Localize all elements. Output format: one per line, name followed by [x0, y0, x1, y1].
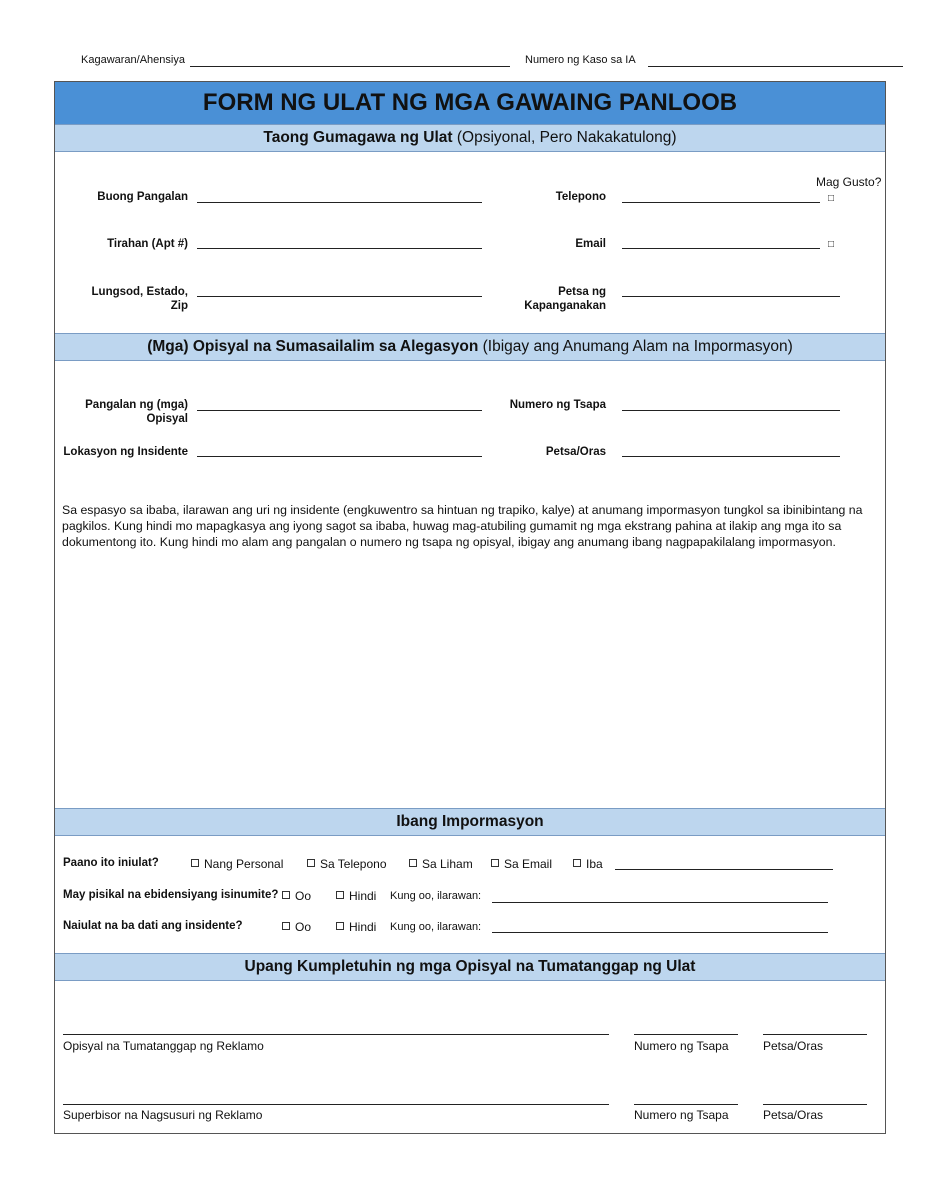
option-letter-label: Sa Liham: [422, 857, 473, 871]
receiving-officer-signature-line[interactable]: [63, 1034, 609, 1035]
email-preferred-checkbox[interactable]: □: [828, 239, 835, 250]
officer-badge-label: Numero ng Tsapa: [509, 399, 606, 411]
officer-name-field[interactable]: [197, 410, 482, 411]
address-label: Tirahan (Apt #): [107, 238, 188, 250]
supervisor-badge-label: Numero ng Tsapa: [634, 1108, 729, 1122]
officer-name-label-line1: Pangalan ng (mga): [85, 399, 188, 411]
incident-location-label: Lokasyon ng Insidente: [63, 446, 188, 458]
evidence-describe-field[interactable]: [492, 902, 828, 903]
case-number-input-line[interactable]: [648, 66, 903, 67]
reporter-section-header: [55, 124, 885, 152]
prior-yes-option[interactable]: [282, 920, 311, 934]
prior-describe-label: Kung oo, ilarawan:: [390, 921, 482, 933]
birthdate-label-line1: Petsa ng: [558, 286, 606, 298]
city-state-zip-field[interactable]: [197, 296, 482, 297]
incident-datetime-label: Petsa/Oras: [545, 446, 606, 458]
evidence-no-option[interactable]: [336, 889, 376, 903]
prior-describe-field[interactable]: [492, 932, 828, 933]
officer-section-note: (Ibigay ang Anumang Alam na Impormasyon): [482, 338, 793, 355]
reporter-section-note: (Opsiyonal, Pero Nakakatulong): [456, 129, 677, 146]
evidence-yes-label: Oo: [295, 889, 312, 903]
city-label-line1: Lungsod, Estado,: [91, 286, 188, 298]
checkbox-icon: [191, 859, 199, 867]
reporter-section-title: Taong Gumagawa ng Ulat: [263, 129, 453, 146]
receiving-datetime-line[interactable]: [763, 1034, 867, 1035]
birthdate-field[interactable]: [622, 296, 840, 297]
department-input-line[interactable]: [190, 66, 510, 67]
receiving-datetime-label: Petsa/Oras: [763, 1039, 824, 1053]
checkbox-icon: [491, 859, 499, 867]
incident-instructions: Sa espasyo sa ibaba, ilarawan ang uri ng insidente (engkuwentro sa hintuan ng trapiko, kalye) at anumang impormasyon tungkol sa ibinibintang na pagkilos. Kung hindi mo mapagkasya ang iyong sagot sa ibaba, huwag mag-atubiling gumamit ng mga ekstrang pahina at ilakip ang mga ito sa dokumentong ito. Kung hindi mo alam ang pangalan o numero ng tsapa ng opisyal, ibigay ang anumang ibang nagpapakilalang impormasyon.: [62, 503, 863, 549]
evidence-yes-option[interactable]: [282, 889, 311, 903]
option-in-person-label: Nang Personal: [204, 857, 284, 871]
full-name-label: Buong Pangalan: [97, 191, 188, 203]
officer-name-label: [60, 398, 188, 426]
form-title: FORM NG ULAT NG MGA GAWAING PANLOOB: [55, 82, 885, 124]
phone-label: Telepono: [555, 191, 606, 203]
officer-name-label-line2: Opisyal: [146, 413, 188, 425]
department-label: Kagawaran/Ahensiya: [81, 54, 185, 66]
evidence-no-label: Hindi: [349, 889, 377, 903]
receiving-section-header: [55, 953, 885, 981]
how-reported-label: Paano ito iniulat?: [63, 857, 159, 869]
incident-location-field[interactable]: [197, 456, 482, 457]
prior-report-label: Naiulat na ba dati ang insidente?: [63, 920, 243, 932]
officer-section-title: (Mga) Opisyal na Sumasailalim sa Alegasyon: [147, 338, 479, 355]
preferred-contact-label: Mag Gusto?: [816, 175, 882, 189]
supervisor-badge-line[interactable]: [634, 1104, 738, 1105]
officer-section-header: [55, 333, 885, 361]
receiving-badge-label: Numero ng Tsapa: [634, 1039, 729, 1053]
option-in-person[interactable]: [191, 857, 283, 871]
incident-datetime-field[interactable]: [622, 456, 840, 457]
birthdate-label-line2: Kapanganakan: [524, 300, 606, 312]
address-field[interactable]: [197, 248, 482, 249]
checkbox-icon: [282, 891, 290, 899]
evidence-label: May pisikal na ebidensiyang isinumite?: [63, 889, 279, 901]
email-label: Email: [575, 238, 606, 250]
checkbox-icon: [336, 891, 344, 899]
option-phone-label: Sa Telepono: [320, 857, 387, 871]
other-info-header: [55, 808, 885, 836]
incident-description-area[interactable]: [60, 575, 880, 800]
prior-no-label: Hindi: [349, 920, 377, 934]
supervisor-label: Superbisor na Nagsusuri ng Reklamo: [63, 1108, 263, 1122]
option-letter[interactable]: [409, 857, 473, 871]
birthdate-label: [500, 285, 606, 313]
supervisor-datetime-label: Petsa/Oras: [763, 1108, 824, 1122]
prior-no-option[interactable]: [336, 920, 376, 934]
phone-preferred-checkbox[interactable]: □: [828, 193, 835, 204]
checkbox-icon: [573, 859, 581, 867]
full-name-field[interactable]: [197, 202, 482, 203]
checkbox-icon: [282, 922, 290, 930]
option-phone[interactable]: [307, 857, 387, 871]
other-info-title: Ibang Impormasyon: [396, 813, 544, 830]
option-email[interactable]: [491, 857, 552, 871]
case-number-label: Numero ng Kaso sa IA: [525, 54, 636, 66]
checkbox-icon: [409, 859, 417, 867]
checkbox-icon: [336, 922, 344, 930]
email-field[interactable]: [622, 248, 820, 249]
phone-field[interactable]: [622, 202, 820, 203]
officer-badge-field[interactable]: [622, 410, 840, 411]
option-other-label: Iba: [586, 857, 603, 871]
supervisor-signature-line[interactable]: [63, 1104, 609, 1105]
evidence-describe-label: Kung oo, ilarawan:: [390, 890, 482, 902]
receiving-section-title: Upang Kumpletuhin ng mga Opisyal na Tumatanggap ng Ulat: [244, 958, 696, 975]
prior-yes-label: Oo: [295, 920, 312, 934]
option-other[interactable]: [573, 857, 603, 871]
receiving-officer-label: Opisyal na Tumatanggap ng Reklamo: [63, 1039, 264, 1053]
option-email-label: Sa Email: [504, 857, 553, 871]
city-state-zip-label: [60, 285, 188, 313]
city-label-line2: Zip: [170, 300, 188, 312]
checkbox-icon: [307, 859, 315, 867]
receiving-badge-line[interactable]: [634, 1034, 738, 1035]
supervisor-datetime-line[interactable]: [763, 1104, 867, 1105]
other-method-field[interactable]: [615, 869, 833, 870]
